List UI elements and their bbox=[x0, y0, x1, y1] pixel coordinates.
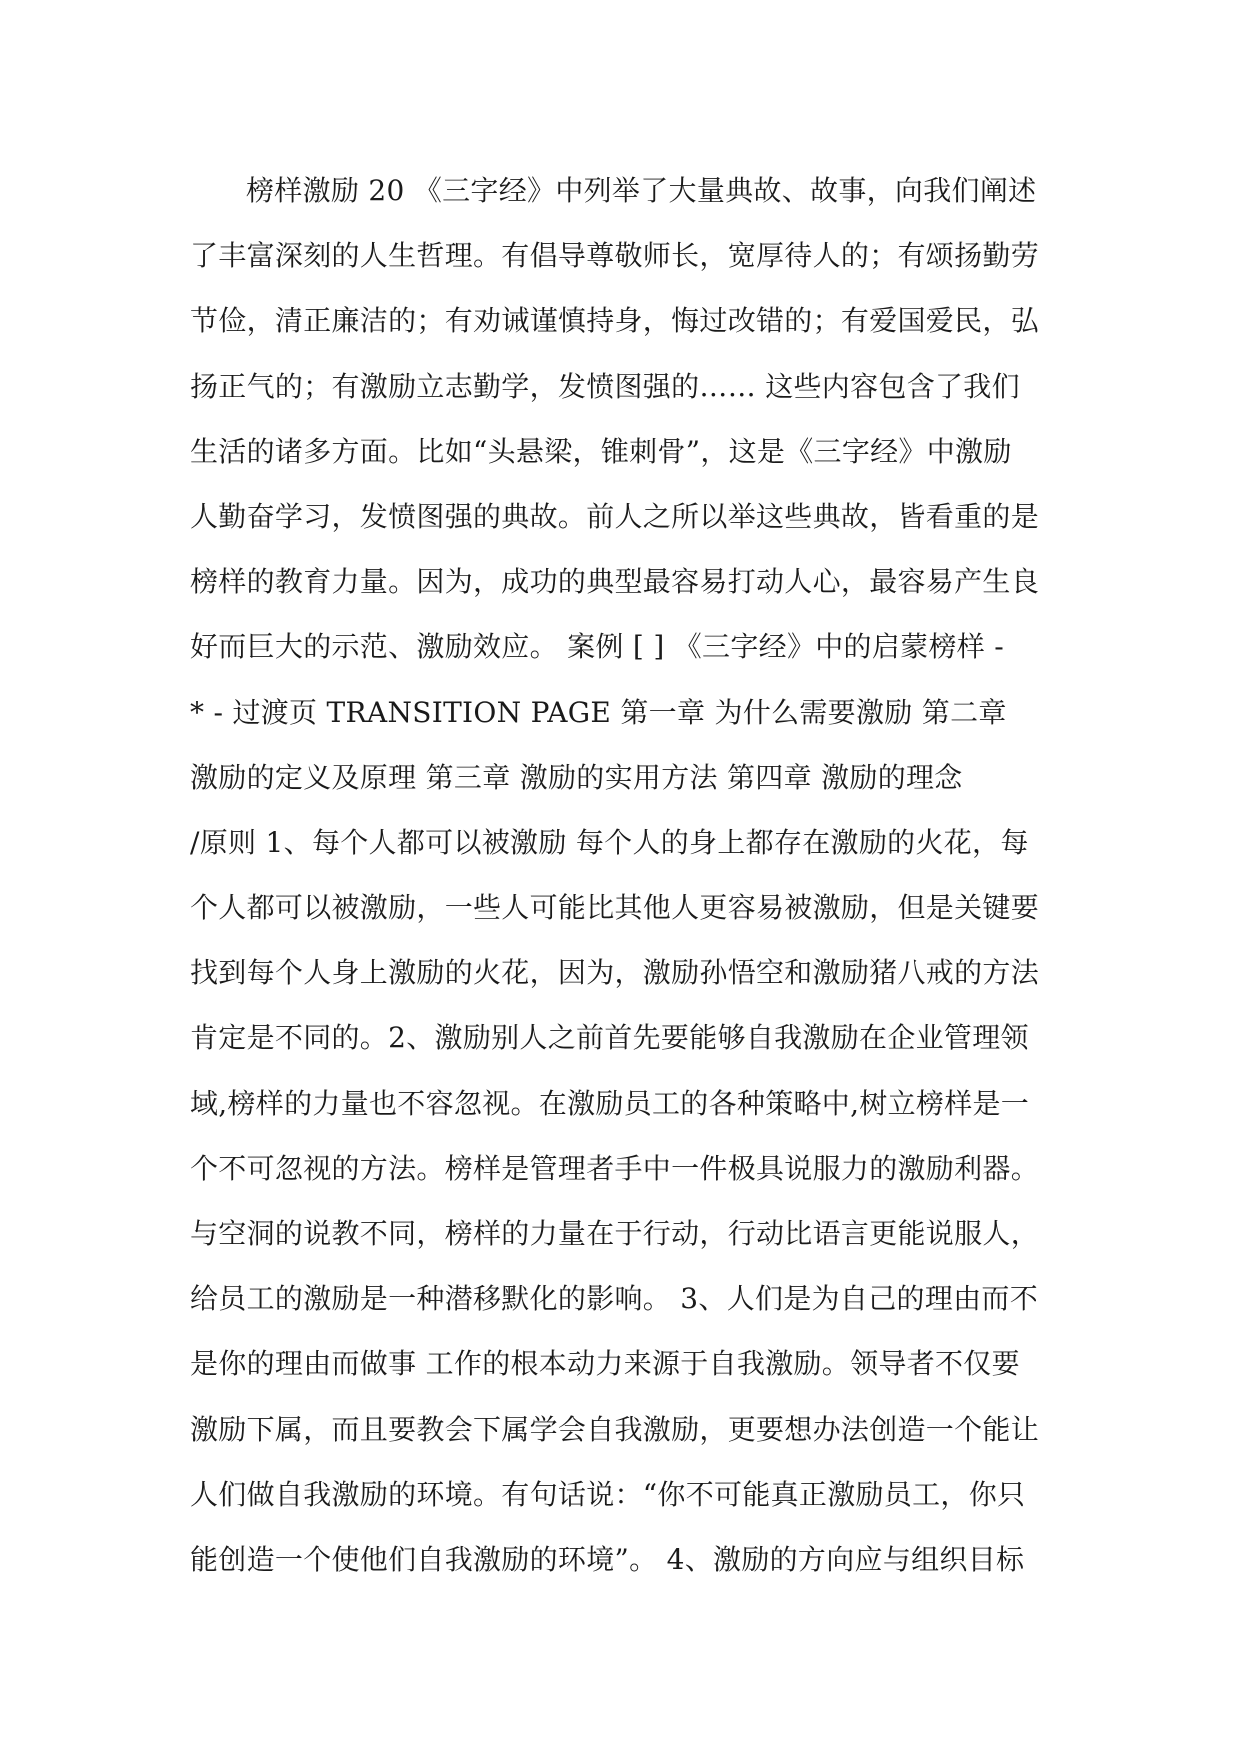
text-line: 与空洞的说教不同，榜样的力量在于行动，行动比语言更能说服人， bbox=[190, 1217, 1040, 1250]
text-line: 生活的诸多方面。比如“头悬梁，锥刺骨”，这是《三字经》中激励 bbox=[190, 434, 1012, 468]
text-line: 人们做自我激励的环境。有句话说：“你不可能真正激励员工，你只 bbox=[190, 1477, 1026, 1511]
text-line: 好而巨大的示范、激励效应。 案例 [ ] 《三字经》中的启蒙榜样 - bbox=[190, 630, 1005, 664]
text-line: * - 过渡页 TRANSITION PAGE 第一章 为什么需要激励 第二章 bbox=[190, 695, 1007, 729]
text-line: 肯定是不同的。2、激励别人之前首先要能够自我激励在企业管理领 bbox=[190, 1021, 1029, 1055]
text-line: 域,榜样的力量也不容忽视。在激励员工的各种策略中,树立榜样是一 bbox=[190, 1086, 1030, 1120]
text-line: 个人都可以被激励，一些人可能比其他人更容易被激励，但是关键要 bbox=[190, 891, 1040, 925]
text-line: 是你的理由而做事 工作的根本动力来源于自我激励。领导者不仅要 bbox=[190, 1347, 1020, 1381]
text-line: 找到每个人身上激励的火花，因为，激励孙悟空和激励猪八戒的方法 bbox=[190, 956, 1040, 990]
text-line: /原则 1、每个人都可以被激励 每个人的身上都存在激励的火花，每 bbox=[190, 825, 1029, 859]
text-line: 激励下属，而且要教会下属学会自我激励，更要想办法创造一个能让 bbox=[190, 1412, 1040, 1446]
body-paragraph bbox=[190, 158, 1060, 1592]
text-line: 给员工的激励是一种潜移默化的影响。 3、人们是为自己的理由而不 bbox=[190, 1282, 1039, 1316]
text-line: 激励的定义及原理 第三章 激励的实用方法 第四章 激励的理念 bbox=[190, 760, 963, 794]
text-line: 扬正气的；有激励立志勤学，发愤图强的…… 这些内容包含了我们 bbox=[190, 369, 1020, 403]
text-line: 个不可忽视的方法。榜样是管理者手中一件极具说服力的激励利器。 bbox=[190, 1151, 1040, 1185]
text-line: 人勤奋学习，发愤图强的典故。前人之所以举这些典故，皆看重的是 bbox=[190, 499, 1040, 533]
text-line: 了丰富深刻的人生哲理。有倡导尊敬师长，宽厚待人的；有颂扬勤劳 bbox=[190, 239, 1040, 273]
text-line: 能创造一个使他们自我激励的环境”。 4、激励的方向应与组织目标 bbox=[190, 1542, 1025, 1576]
text-line: 节俭，清正廉洁的；有劝诫谨慎持身，悔过改错的；有爱国爱民，弘 bbox=[190, 304, 1040, 338]
text-line: 榜样激励 20 《三字经》中列举了大量典故、故事，向我们阐述 bbox=[246, 174, 1037, 207]
text-line: 榜样的教育力量。因为，成功的典型最容易打动人心，最容易产生良 bbox=[190, 565, 1040, 599]
